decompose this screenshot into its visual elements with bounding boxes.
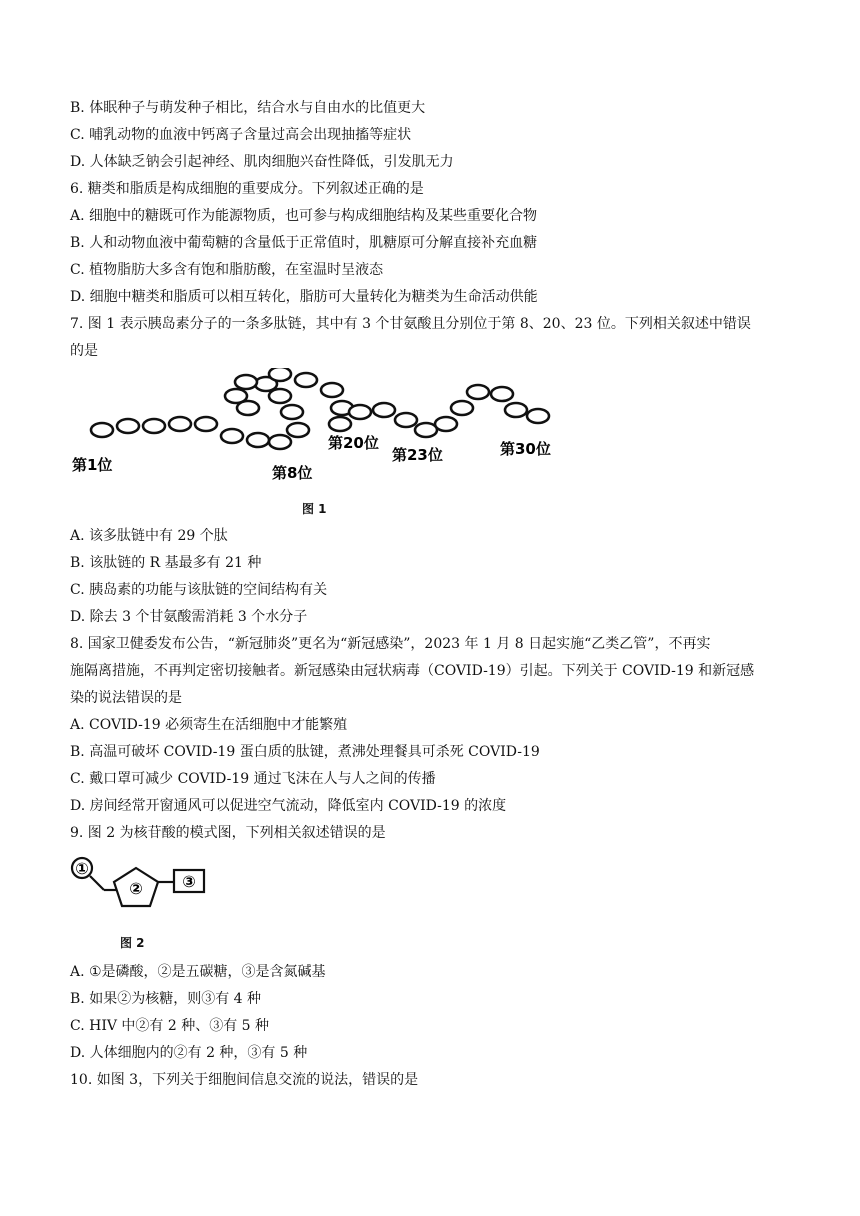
text-line: B. 如果②为核糖，则③有 4 种 xyxy=(70,991,261,1007)
amino-acid-bead xyxy=(467,385,489,399)
amino-acid-bead xyxy=(451,401,473,415)
amino-acid-bead xyxy=(143,419,165,433)
amino-acid-bead xyxy=(295,373,317,387)
amino-acid-bead xyxy=(321,383,343,397)
amino-acid-bead xyxy=(395,413,417,427)
text-line: C. 哺乳动物的血液中钙离子含量过高会出现抽搐等症状 xyxy=(70,127,412,143)
text-line: 染的说法错误的是 xyxy=(70,690,182,706)
amino-acid-bead xyxy=(349,405,371,419)
text-line: A. COVID-19 必须寄生在活细胞中才能繁殖 xyxy=(70,717,348,733)
amino-acid-bead xyxy=(491,387,513,401)
amino-acid-bead xyxy=(169,417,191,431)
question-10-stem: 10. 如图 3，下列关于细胞间信息交流的说法，错误的是 xyxy=(70,1072,419,1088)
amino-acid-bead xyxy=(195,417,217,431)
amino-acid-bead xyxy=(221,429,243,443)
label-pentose: ② xyxy=(129,879,143,898)
amino-acid-bead xyxy=(287,423,309,437)
label-position-23: 第23位 xyxy=(392,446,443,464)
text-line: A. 该多肽链中有 29 个肽 xyxy=(70,528,228,544)
question-8-stem: 8. 国家卫健委发布公告，“新冠肺炎”更名为“新冠感染”，2023 年 1 月 8 日起实施“乙类乙管”，不再实 xyxy=(70,636,711,652)
amino-acid-bead xyxy=(435,417,457,431)
amino-acid-bead xyxy=(117,419,139,433)
question-6-stem: 6. 糖类和脂质是构成细胞的重要成分。下列叙述正确的是 xyxy=(70,181,424,197)
amino-acid-bead xyxy=(281,405,303,419)
question-7-stem: 7. 图 1 表示胰岛素分子的一条多肽链，其中有 3 个甘氨酸且分别位于第 8、20、23 位。下列相关叙述中错误 xyxy=(70,316,751,332)
figure-1-polypeptide xyxy=(70,368,570,498)
amino-acid-bead xyxy=(91,423,113,437)
label-position-8: 第8位 xyxy=(272,464,313,482)
bond-line xyxy=(90,876,104,890)
text-line: C. 胰岛素的功能与该肽链的空间结构有关 xyxy=(70,582,328,598)
text-line: C. HIV 中②有 2 种、③有 5 种 xyxy=(70,1018,270,1034)
label-position-30: 第30位 xyxy=(500,440,551,458)
amino-acid-bead xyxy=(373,403,395,417)
text-line: A. ①是磷酸，②是五碳糖，③是含氮碱基 xyxy=(70,964,326,980)
text-line: B. 体眠种子与萌发种子相比，结合水与自由水的比值更大 xyxy=(70,100,426,116)
figure-2-caption: 图 2 xyxy=(120,936,145,950)
text-line: B. 该肽链的 R 基最多有 21 种 xyxy=(70,555,262,571)
amino-acid-bead xyxy=(237,401,259,415)
amino-acid-bead xyxy=(235,375,257,389)
text-line: C. 戴口罩可减少 COVID-19 通过飞沫在人与人之间的传播 xyxy=(70,771,436,787)
amino-acid-bead xyxy=(415,423,437,437)
text-line: A. 细胞中的糖既可作为能源物质，也可参与构成细胞结构及某些重要化合物 xyxy=(70,208,538,224)
figure-2-svg xyxy=(70,854,220,926)
amino-acid-bead xyxy=(329,417,351,431)
figure-1-caption: 图 1 xyxy=(302,502,327,516)
question-9-stem: 9. 图 2 为核苷酸的模式图，下列相关叙述错误的是 xyxy=(70,825,386,841)
text-line: D. 细胞中糖类和脂质可以相互转化，脂肪可大量转化为糖类为生命活动供能 xyxy=(70,289,538,305)
text-line: 的是 xyxy=(70,343,98,359)
label-phosphate: ① xyxy=(75,859,89,878)
label-base: ③ xyxy=(182,872,196,891)
label-position-20: 第20位 xyxy=(328,434,379,452)
text-line: B. 人和动物血液中葡萄糖的含量低于正常值时，肌糖原可分解直接补充血糖 xyxy=(70,235,538,251)
amino-acid-bead xyxy=(269,435,291,449)
amino-acid-bead xyxy=(505,403,527,417)
label-position-1: 第1位 xyxy=(72,456,113,474)
amino-acid-bead xyxy=(247,433,269,447)
text-line: B. 高温可破坏 COVID-19 蛋白质的肽键，煮沸处理餐具可杀死 COVID-19 xyxy=(70,744,540,760)
text-line: D. 房间经常开窗通风可以促进空气流动，降低室内 COVID-19 的浓度 xyxy=(70,798,507,814)
amino-acid-bead xyxy=(269,368,291,381)
amino-acid-bead xyxy=(527,409,549,423)
text-line: 施隔离措施，不再判定密切接触者。新冠感染由冠状病毒（COVID-19）引起。下列关于 COVID-19 和新冠感 xyxy=(70,663,755,679)
figure-1-svg xyxy=(70,368,570,494)
text-line: D. 人体缺乏钠会引起神经、肌肉细胞兴奋性降低，引发肌无力 xyxy=(70,154,454,170)
text-line: C. 植物脂肪大多含有饱和脂肪酸，在室温时呈液态 xyxy=(70,262,384,278)
figure-2-nucleotide xyxy=(70,854,220,930)
text-line: D. 除去 3 个甘氨酸需消耗 3 个水分子 xyxy=(70,609,308,625)
text-line: D. 人体细胞内的②有 2 种，③有 5 种 xyxy=(70,1045,308,1061)
